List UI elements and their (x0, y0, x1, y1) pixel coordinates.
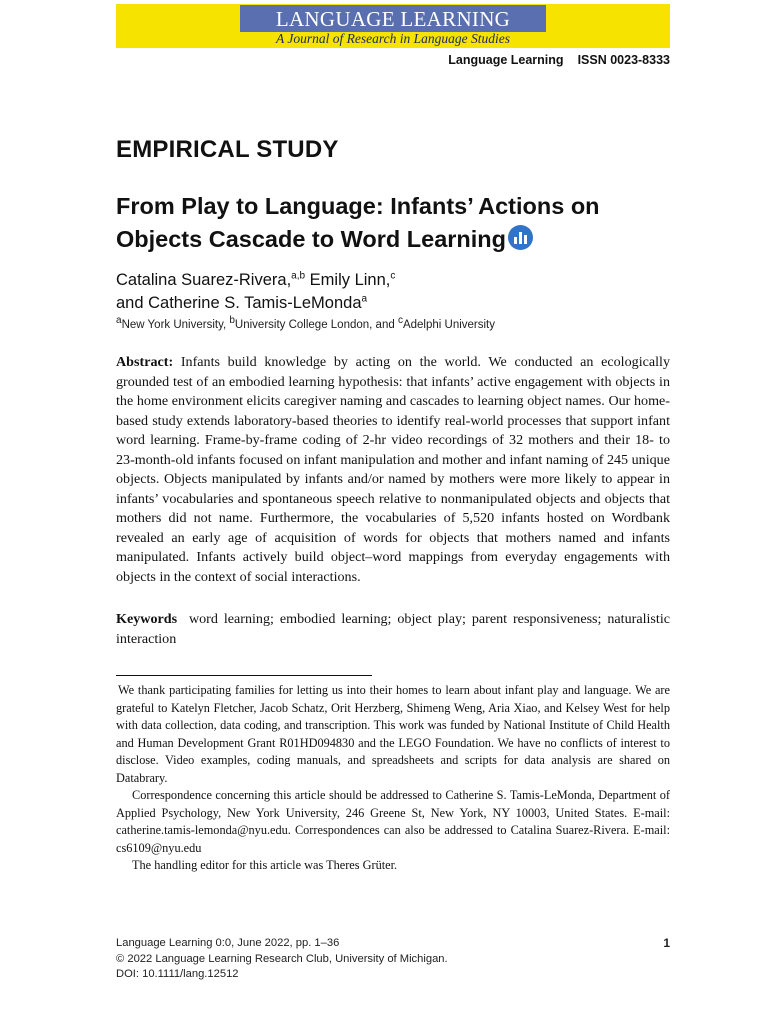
abstract-text: Infants build knowledge by acting on the world. We conducted an ecologically grounded test of an embodied learning hypothesis: that infants’ active engagement with objects in the home environment elicits caregiver naming and cascades to learning object names. Our home-based study extends laboratory-based theories to identify real-world processes that support infant word learning. Frame-by-frame coding of 2-hr video recordings of 32 mothers and their 18- to 23-month-old infants focused on infant manipulation and mother and infant naming of 245 unique objects. Objects manipulated by infants and/or named by mothers were more likely to appear in infants’ vocabularies and spontaneous speech relative to nonmanipulated objects and objects that mothers did not name. Furthermore, the vocabularies of 5,520 infants hosted on Wordbank revealed an early age of acquisition of words for objects that mothers named and infants manipulated. Infants actively build object–word mappings from everyday engagements with objects in the context of social interactions. (116, 354, 670, 585)
footnote-correspondence: Correspondence concerning this article should be addressed to Catherine S. Tamis-LeMonda, Department of Applied Psychology, New York University, 246 Greene St, New York, NY 10003, United States. E-mail: catherine.tamis-lemonda@nyu.edu. Correspondences can also be addressed to Catalina Suarez-Rivera. E-mail: cs6109@nyu.edu (116, 788, 670, 855)
section-label: EMPIRICAL STUDY (116, 136, 339, 163)
footer-citation: Language Learning 0:0, June 2022, pp. 1–36 (116, 937, 340, 949)
affiliation-marker: c (397, 315, 403, 327)
footnote-acknowledgments: We thank participating families for letting us into their homes to learn about infant play and language. We are grateful to Katelyn Fletcher, Jacob Schatz, Orit Herzberg, Shimeng Weng, Aria Xiao, and Kelsey West for help with data collection, data coding, and transcription. This work was funded by National Institute of Child Health and Human Development Grant R01HD094830 and the LEGO Foundation. We have no conflicts of interest to disclose. Video examples, coding manuals, and spreadsheets and scripts for data analysis are shared on Databrary. (116, 683, 670, 785)
author-affiliation-marker: a,b (291, 270, 306, 282)
author-list (116, 269, 676, 315)
page-number: 1 (663, 936, 670, 950)
journal-issn-line (448, 53, 670, 67)
footer-copyright: © 2022 Language Learning Research Club, University of Michigan. (116, 952, 448, 965)
footnotes (116, 682, 670, 875)
open-data-badge-icon[interactable] (508, 225, 533, 250)
author-name: and Catherine S. Tamis-LeMonda (116, 294, 362, 312)
author-affiliation-marker: a (361, 293, 368, 305)
journal-title-box (240, 5, 546, 32)
affiliation-text: New York University, (121, 319, 230, 331)
author-name: Catalina Suarez-Rivera, (116, 271, 292, 289)
affiliation-text: Adelphi University (402, 319, 495, 331)
footer-doi: DOI: 10.1111/lang.12512 (116, 968, 239, 980)
keywords-text: word learning; embodied learning; object play; parent responsiveness; naturalistic interaction (116, 611, 670, 647)
affiliation-marker: b (229, 315, 235, 327)
keywords (116, 610, 670, 649)
abstract-label: Abstract: (116, 354, 174, 370)
journal-subtitle: A Journal of Research in Language Studies (276, 31, 510, 46)
journal-banner (116, 4, 670, 48)
affiliation-text: University College London, and (234, 319, 398, 331)
footnote-editor: The handling editor for this article was Theres Grüter. (132, 858, 398, 872)
footnote-divider (116, 675, 372, 676)
journal-title: LANGUAGE LEARNING (275, 7, 511, 31)
author-name: Emily Linn, (309, 271, 391, 289)
abstract (116, 353, 670, 587)
author-affiliation-marker: c (390, 270, 396, 282)
page-footer (116, 936, 670, 983)
affiliations (116, 315, 495, 331)
article-title (116, 190, 676, 256)
keywords-label: Keywords (116, 611, 178, 627)
article-title-text: From Play to Language: Infants’ Actions on Objects Cascade to Word Learning (116, 193, 600, 252)
journal-issn: ISSN 0023-8333 (577, 53, 670, 67)
affiliation-marker: a (116, 315, 122, 327)
journal-short-name: Language Learning (448, 53, 564, 67)
